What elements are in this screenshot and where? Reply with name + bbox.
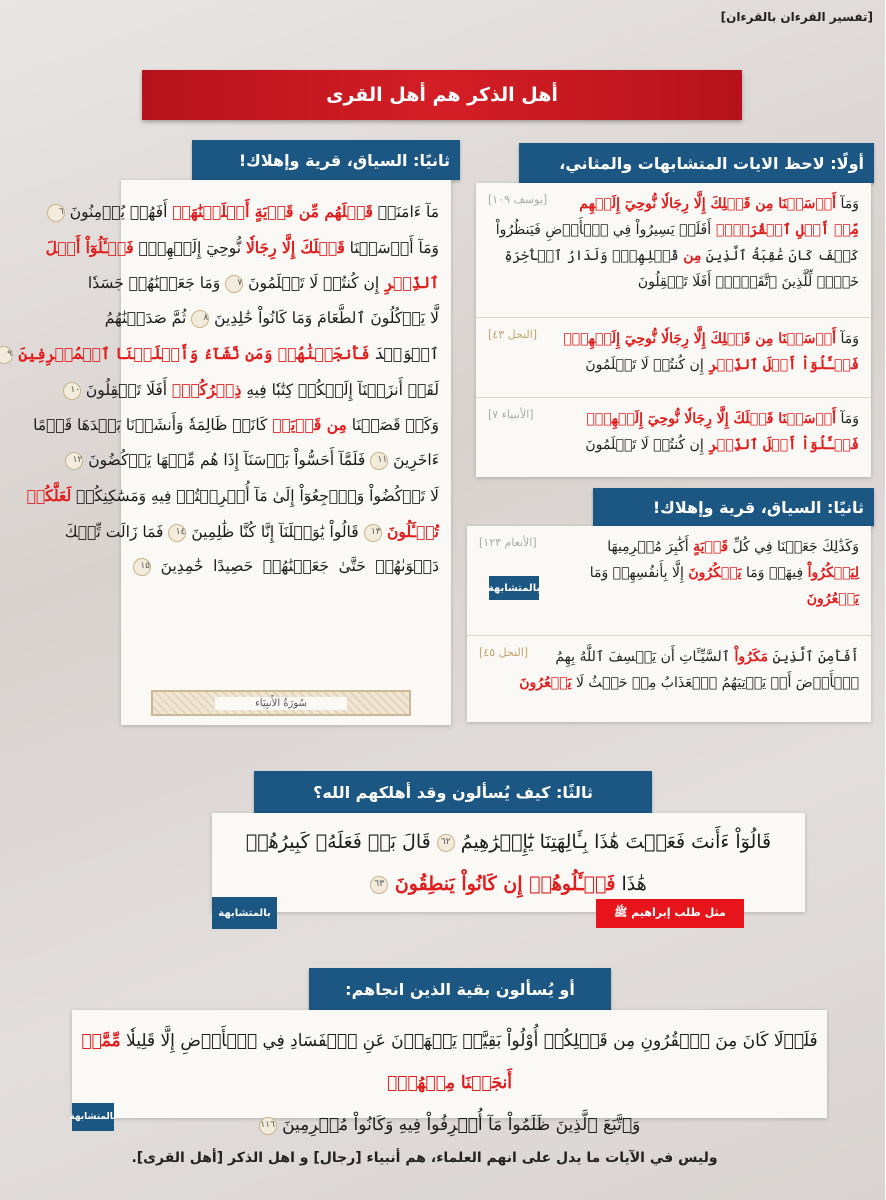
highlighted-text: فَسۡـَٔلُوٓاْ أَهۡلَ ٱلذِّكۡرِ [704,357,860,373]
ibrahim-tag: مثل طلب إبراهيم ﷺ [597,899,745,928]
highlighted-text: يَمۡكُرُونَ [689,565,743,581]
verse-line [213,821,806,863]
verse-text [487,191,860,295]
verse-segment: ٱلۡأَرۡضَ أَوۡ يَأۡتِيَهُمُ ٱلۡعَذَابُ مِنۡ حَيۡثُ لَا [572,675,860,691]
highlighted-text: لَعَلَّكُمۡ [27,486,73,505]
section4-card [73,1010,828,1135]
highlighted-text: فَسۡـَٔلُوهُمۡ إِن كَانُواْ يَنطِقُونَ [389,873,617,895]
similar-verses-badge: بالمتشابهة [213,897,278,929]
verse-line [487,432,860,458]
verse-segment: وَكَذَٰلِكَ جَعَلۡنَا فِي كُلِّ [729,539,860,555]
verse-segment: لَا تَرۡكُضُواْ وَٱرۡجِعُوٓاْ إِلَىٰ مَآ أُتۡرِفۡتُمۡ فِيهِ وَمَسَٰكِنِكُمۡ [72,487,440,505]
mushaf-text [8,194,440,585]
verse-line [8,336,440,372]
verse-segment: وَمَآ [837,196,860,212]
highlighted-text: فَسۡـَٔلُوٓاْ أَهۡلَ ٱلذِّكۡرِ [704,437,860,453]
verse-line [27,478,440,514]
series-label: [تفسير القرءان بالقرءان] [721,10,874,24]
verse-segment: قَالَ بَلۡ فَعَلَهُۥ كَبِيرُهُمۡ [246,831,438,853]
ayah-number-marker: ٨ [192,310,210,328]
verse-block [468,636,872,722]
verse-text [213,821,806,905]
verse-segment: إِن كُنتُمۡ لَا تَعۡلَمُونَ [244,274,386,292]
ayah-number-marker: ٧ [226,275,244,293]
highlighted-text: فَسۡـَٔلُوٓاْ أَهۡلَ [46,237,135,257]
verse-line [73,1104,828,1146]
verse-line [59,194,440,230]
highlighted-text: يَشۡعُرُونَ [520,675,573,691]
verse-block [477,183,872,318]
mushaf-header: ثانيًا: السياق، قرية وإهلاك! [193,140,461,180]
verse-segment: أَفَلَمۡ يَسِيرُواْ فِي ٱلۡأَرۡضِ فَيَنظُرُواْ [496,222,713,238]
verse-segment: كَانَتۡ ظَالِمَةٗ وَأَنشَأۡنَا بَعۡدَهَا قَوۡمًا [34,416,274,434]
highlighted-text: فَأَنجَيۡنَٰهُمۡ وَمَن نَّشَآءُ وَأَهۡلَكۡنَا ٱلۡمُسۡرِفِينَ [14,344,371,363]
verse-segment: قَبۡلِهِمۡۗ وَلَدَارُ ٱلۡأٓخِرَةِ [505,248,685,264]
verse-line [478,670,860,696]
verse-segment: لَّا يَأۡكُلُونَ ٱلطَّعَامَ وَمَا كَانُواْ خَٰلِدِينَ [210,308,440,327]
verse-segment: أَفَهُمۡ يُؤۡمِنُونَ [65,203,174,221]
verse-segment: ثُمَّ صَدَقۡنَٰهُمُ [105,308,193,327]
verse-line [105,301,440,337]
verse-line [65,514,440,550]
ayah-number-marker: ٦٣ [371,876,389,894]
verse-line [71,372,440,408]
verse-segment: ءَاخَرِينَ [389,450,440,469]
highlighted-text: لِيَمۡكُرُواْ [808,565,860,581]
ayah-number-marker: ٦ [48,204,66,222]
verse-reference: [النحل ٤٥] [480,646,530,659]
highlighted-text: مِّمَّنۡ أَنجَيۡنَا مِنۡهُمۡۗ [82,1031,513,1093]
verse-text [487,406,860,458]
verse-segment: فَمَا زَالَت تِّلۡكَ [65,522,170,541]
verse-segment: نُّوحِيٓ إِلَيۡهِمۡۖ [134,238,247,257]
verse-segment: وَمَآ [837,331,860,347]
section3-card [213,813,806,912]
verse-line [487,269,860,295]
verse-segment: قَالُواْ يَٰوَيۡلَنَآ إِنَّا كُنَّا ظَٰلِمِينَ [187,522,365,541]
verse-segment: وَٱتَّبَعَ ٱلَّذِينَ ظَلَمُواْ مَآ أُتۡرِفُواْ فِيهِ وَكَانُواْ مُجۡرِمِينَ [277,1115,642,1135]
verse-segment: إِلَّا بِأَنفُسِهِمۡ وَمَا [590,565,690,581]
ayah-number-marker: ١٣ [365,524,383,542]
surah-name: سُورَةُ الأَنبِيَاء [216,697,348,710]
ayah-number-marker: ١١ [371,452,389,470]
verse-line [88,265,440,301]
verse-segment: فِيهَاۖ وَمَا [742,565,809,581]
verse-block [477,318,872,398]
verse-line [34,407,440,443]
ayah-number-marker: ١٥ [134,558,152,576]
ayah-number-marker: ٩ [0,346,14,364]
section3-header: ثالثًا: كيف يُسألون وقد أهلكهم الله؟ [255,771,653,813]
highlighted-text: مِن قَرۡيَةٖ [273,415,348,434]
section2-header: ثانيًا: السياق، قرية وإهلاك! [594,488,875,526]
verse-segment: فَلَوۡلَا كَانَ مِنَ ٱلۡقُرُونِ مِن قَبۡلِكُمۡ أُوْلُواْ بَقِيَّةٖ يَنۡهَوۡنَ عَنِ ٱلۡفَسَادِ فِي ٱلۡأَرۡضِ إِلَّا قَلِيلٗا [121,1031,819,1051]
ayah-number-marker: ١٢ [66,452,84,470]
highlighted-text: مِن [684,248,703,264]
verse-line [46,230,440,266]
verse-text [478,644,860,696]
verse-line [73,443,440,479]
section4-header: أو يُسألون بقية الذين انجاهم: [310,968,612,1010]
verse-segment: هَٰذَا [616,873,648,895]
verse-block [477,398,872,477]
verse-reference: [يوسف ١٠٩] [489,193,549,206]
highlighted-text: أَرۡسَلۡنَا مِن قَبۡلِكَ إِلَّا رِجَالٗا نُّوحِيٓ إِلَيۡهِمۡۖ [564,331,838,347]
verse-line [134,549,440,585]
verse-segment: ٱلسَّيِّـَٔاتِ أَن يَخۡسِفَ ٱللَّهُ بِهِمُ [556,649,736,665]
verse-segment: خَيۡرٞ لِّلَّذِينَ ٱتَّقَوۡاْۚ أَفَلَا تَعۡقِلُونَ [638,274,860,290]
highlighted-text: أَرۡسَلۡنَا قَبۡلَكَ إِلَّا رِجَالٗا نُّوحِيٓ إِلَيۡهِمۡۖ [587,411,838,427]
verse-segment: أَفَلَا تَعۡقِلُونَ [82,380,174,399]
highlighted-text: مَكَرُواْ [735,649,770,665]
highlighted-text: أَرۡسَلۡنَا مِن قَبۡلِكَ إِلَّا رِجَالٗا نُّوحِيٓ إِلَيۡهِم [580,196,838,212]
highlighted-text: قَرۡيَةٍ [694,539,730,555]
section1-card [477,183,872,477]
verse-line [487,217,860,243]
verse-line [478,644,860,670]
verse-segment: دَعۡوَىٰهُمۡ حَتَّىٰ جَعَلۡنَٰهُمۡ حَصِيدًا خَٰمِدِينَ [152,557,440,575]
section1-header: أولًا: لاحظ الايات المتشابهات والمثاني، [520,143,875,183]
conclusion-text: وليس في الآيات ما يدل على انهم العلماء، هم أنبياء [رجال] و اهل الذكر [أهل القرى]. [132,1150,719,1166]
verse-segment: وَمَآ [837,411,860,427]
highlighted-text: مِّنۡ أَهۡلِ ٱلۡقُرَىٰٓۗ [712,222,860,238]
similar-verses-badge: بالمتشابهة [73,1103,115,1131]
highlighted-text: تُسۡـَٔلُونَ [382,521,440,541]
ayah-number-marker: ١١٦ [260,1117,278,1135]
verse-segment: وَكَمۡ قَصَمۡنَا [347,416,440,434]
ayah-number-marker: ٦٢ [438,834,456,852]
verse-segment: مَآ ءَامَنَتۡ [373,203,440,221]
highlighted-text: قَبۡلَهُم مِّن قَرۡيَةٍ أَهۡلَكۡنَٰهَآۖ [173,202,374,221]
verse-text [73,1020,828,1146]
verse-reference: [النحل ٤٣] [489,328,539,341]
section2-card [468,526,872,722]
verse-reference: [الأنعام ١٢٣] [480,536,538,549]
verse-line [487,406,860,432]
verse-line [487,352,860,378]
verse-line [487,243,860,269]
mushaf-page [8,180,452,725]
verse-segment: قَالُوٓاْ ءَأَنتَ فَعَلۡتَ هَٰذَا بِـَٔالِهَتِنَا يَٰٓإِبۡرَٰهِيمُ [455,831,773,853]
verse-block [468,526,872,636]
verse-segment: أَفَأَمِنَ ٱلَّذِينَ [769,649,860,665]
highlighted-text: يَشۡعُرُونَ [807,591,860,607]
highlighted-text: ذِكۡرُكُمۡۚ [173,379,243,399]
verse-segment: إِن كُنتُمۡ لَا تَعۡلَمُونَ [586,437,705,453]
similar-verses-badge: بالمتشابهة [490,576,540,600]
verse-segment: إِن كُنتُمۡ لَا تَعۡلَمُونَ [586,357,705,373]
ayah-number-marker: ١٠ [64,382,82,400]
page-title: أهل الذكر هم أهل القرى [143,70,743,120]
surah-name-frame [152,690,412,716]
verse-segment: فَلَمَّآ أَحَسُّواْ بَأۡسَنَآ إِذَا هُم مِّنۡهَا يَرۡكُضُونَ [84,450,372,469]
highlighted-text: ٱلذِّكۡرِ [385,273,440,292]
verse-segment: ٱلۡوَعۡدَ [370,345,440,363]
verse-line [73,1020,828,1104]
verse-reference: [الأنبياء ٧] [489,408,535,421]
verse-segment: وَمَا جَعَلۡنَٰهُمۡ جَسَدٗا [88,274,227,292]
verse-segment: كَيۡفَ كَانَ عَٰقِبَةُ ٱلَّذِينَ [702,248,860,264]
verse-segment: لَقَدۡ أَنزَلۡنَآ إِلَيۡكُمۡ كِتَٰبٗا فِيهِ [242,380,440,399]
verse-text [487,326,860,378]
verse-segment: أَكَٰبِرَ مُجۡرِمِيهَا [608,539,695,555]
verse-segment: وَمَآ أَرۡسَلۡنَا [345,238,440,257]
highlighted-text: قَبۡلَكَ إِلَّا رِجَالٗا [246,237,346,257]
verse-line [487,326,860,352]
ayah-number-marker: ١٤ [169,524,187,542]
